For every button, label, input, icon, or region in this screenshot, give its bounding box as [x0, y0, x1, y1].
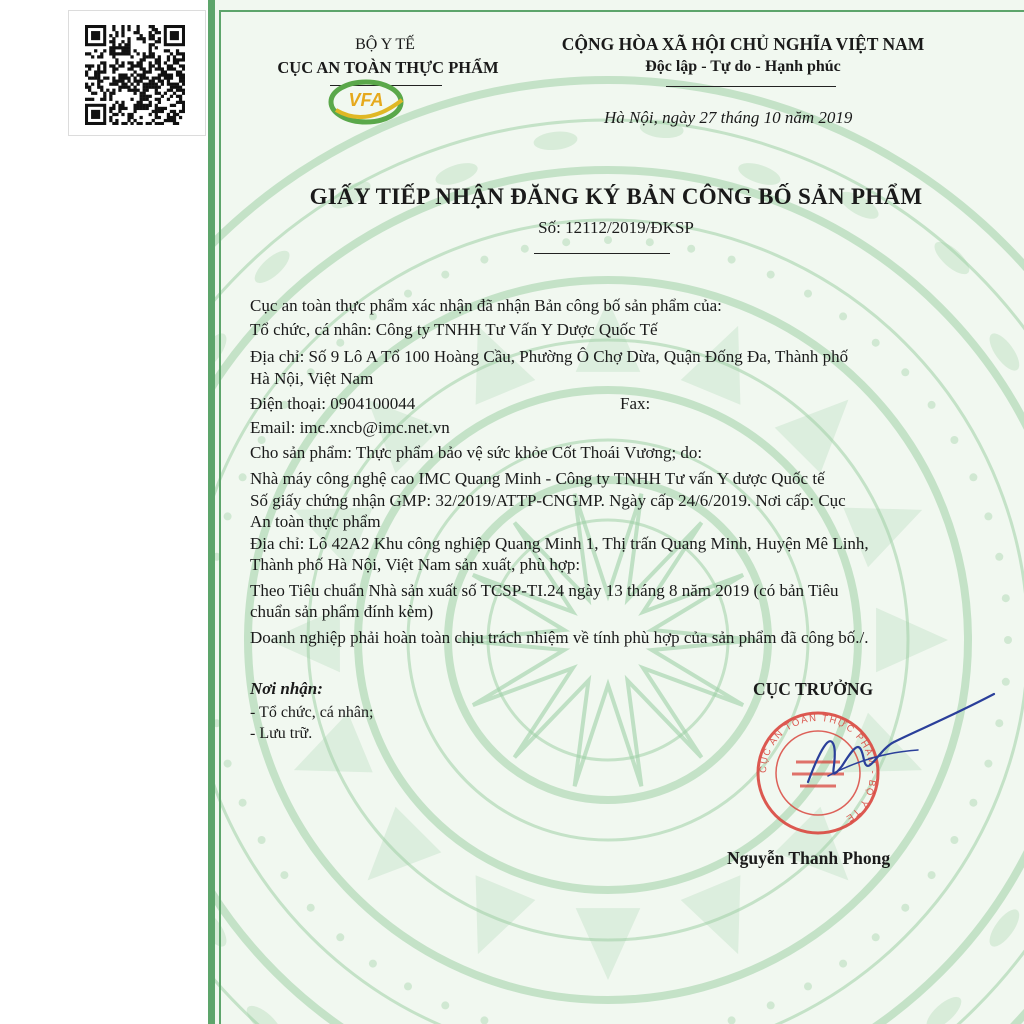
standard-line1: Theo Tiêu chuẩn Nhà sản xuất số TCSP-TI.24 ngày 13 tháng 8 năm 2019 (có bản Tiêu — [250, 581, 839, 600]
svg-text:CỤC AN TOÀN THỰC PHẨM - BỘ Y T: CỤC AN TOÀN THỰC PHẨM - BỘ Y TẾ — [757, 712, 879, 825]
document-number: Số: 12112/2019/ĐKSP — [538, 218, 694, 237]
frame-border-left-inner — [219, 10, 221, 1024]
document-title: GIẤY TIẾP NHẬN ĐĂNG KÝ BẢN CÔNG BỐ SẢN PHẨM — [309, 184, 923, 209]
motto-underline — [666, 86, 836, 87]
phone: Điện thoại: 0904100044 — [250, 394, 416, 413]
product-name: Cho sản phẩm: Thực phẩm bảo vệ sức khỏe Cốt Thoái Vương; do: — [250, 443, 703, 462]
svg-text:VFA: VFA — [348, 90, 384, 110]
organization-address-line1: Địa chỉ: Số 9 Lô A Tổ 100 Hoàng Cầu, Phường Ô Chợ Dừa, Quận Đống Đa, Thành phố — [250, 347, 849, 366]
factory-address-line1: Địa chỉ: Lô 42A2 Khu công nghiệp Quang Minh 1, Thị trấn Quang Minh, Huyện Mê Linh, — [250, 534, 869, 553]
gmp-certificate-line2: An toàn thực phẩm — [250, 512, 381, 531]
organization: Tổ chức, cá nhân: Công ty TNHH Tư Vấn Y Dược Quốc Tế — [250, 320, 658, 339]
ministry-name: BỘ Y TẾ — [355, 36, 415, 53]
signer-name: Nguyễn Thanh Phong — [727, 848, 891, 868]
signer-position: CỤC TRƯỞNG — [753, 679, 874, 699]
recipients-label: Nơi nhận: — [250, 679, 323, 698]
recipient-item: - Lưu trữ. — [250, 725, 313, 742]
qr-code-icon — [85, 25, 185, 125]
signature-icon — [798, 690, 998, 800]
standard-line2: chuẩn sản phẩm đính kèm) — [250, 602, 434, 621]
fax: Fax: — [620, 394, 651, 413]
title-underline — [534, 253, 670, 254]
factory-name: Nhà máy công nghệ cao IMC Quang Minh - Công ty TNHH Tư vấn Y dược Quốc tế — [250, 469, 825, 488]
recipient-item: - Tổ chức, cá nhân; — [250, 704, 374, 721]
frame-border-top — [219, 10, 1024, 12]
qr-code-panel — [68, 10, 206, 136]
vfa-logo-icon — [322, 78, 422, 126]
agency-name: CỤC AN TOÀN THỰC PHẨM — [277, 58, 499, 77]
certificate-document — [208, 0, 1024, 1024]
factory-address-line2: Thành phố Hà Nội, Việt Nam sản xuất, phù hợp: — [250, 555, 581, 574]
frame-border-left-outer — [208, 0, 215, 1024]
email: Email: imc.xncb@imc.net.vn — [250, 418, 450, 437]
national-motto: Độc lập - Tự do - Hạnh phúc — [645, 58, 841, 75]
place-and-date: Hà Nội, ngày 27 tháng 10 năm 2019 — [604, 108, 853, 127]
body-intro: Cục an toàn thực phẩm xác nhận đã nhận Bản công bố sản phẩm của: — [250, 296, 722, 315]
republic-name: CỘNG HÒA XÃ HỘI CHỦ NGHĨA VIỆT NAM — [561, 34, 925, 54]
organization-address-line2: Hà Nội, Việt Nam — [250, 369, 374, 388]
gmp-certificate-line1: Số giấy chứng nhận GMP: 32/2019/ATTP-CNGMP. Ngày cấp 24/6/2019. Nơi cấp: Cục — [250, 491, 846, 510]
responsibility-statement: Doanh nghiệp phải hoàn toàn chịu trách nhiệm về tính phù hợp của sản phẩm đã công bố./. — [250, 628, 869, 647]
